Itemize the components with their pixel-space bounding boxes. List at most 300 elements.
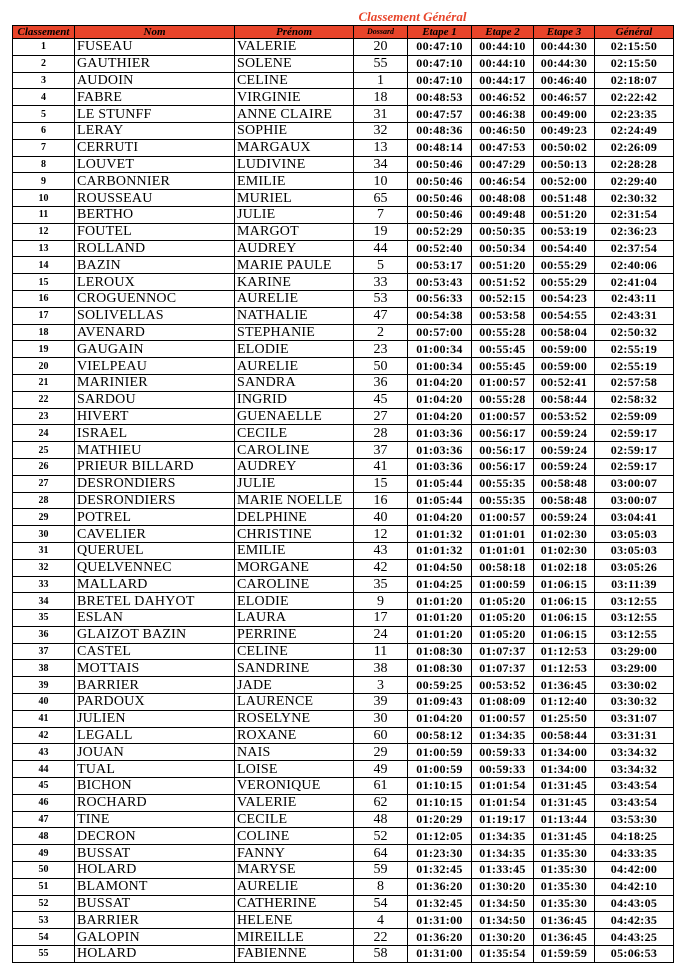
table-row <box>13 895 674 912</box>
etape-2-cell: 01:05:20 <box>472 626 534 643</box>
etape-1-cell: 01:00:34 <box>408 358 472 375</box>
etape-2-cell: 00:46:52 <box>472 89 534 106</box>
etape-3-cell: 01:06:15 <box>534 576 595 593</box>
etape-3-cell: 01:59:59 <box>534 946 595 963</box>
table-row <box>13 610 674 627</box>
etape-1-cell: 01:03:36 <box>408 442 472 459</box>
rank-cell: 34 <box>13 593 75 610</box>
rank-cell: 25 <box>13 442 75 459</box>
dossard-cell: 47 <box>354 307 408 324</box>
general-cell: 02:22:42 <box>595 89 674 106</box>
etape-3-cell: 01:35:30 <box>534 878 595 895</box>
etape-3-cell: 01:06:15 <box>534 626 595 643</box>
rank-cell: 50 <box>13 862 75 879</box>
dossard-cell: 8 <box>354 878 408 895</box>
dossard-cell: 11 <box>354 643 408 660</box>
etape-3-cell: 00:58:44 <box>534 727 595 744</box>
rank-cell: 14 <box>13 257 75 274</box>
etape-2-cell: 00:50:35 <box>472 223 534 240</box>
general-cell: 02:58:32 <box>595 391 674 408</box>
rank-cell: 43 <box>13 744 75 761</box>
nom-cell: DECRON <box>75 828 235 845</box>
table-row <box>13 526 674 543</box>
prenom-cell: LAURENCE <box>235 694 354 711</box>
etape-3-cell: 01:06:15 <box>534 610 595 627</box>
etape-1-cell: 01:31:00 <box>408 946 472 963</box>
prenom-cell: VALERIE <box>235 39 354 56</box>
nom-cell: BUSSAT <box>75 845 235 862</box>
table-row <box>13 794 674 811</box>
nom-cell: ESLAN <box>75 610 235 627</box>
nom-cell: BUSSAT <box>75 895 235 912</box>
general-cell: 02:28:28 <box>595 156 674 173</box>
etape-1-cell: 01:20:29 <box>408 811 472 828</box>
etape-1-cell: 01:04:20 <box>408 391 472 408</box>
prenom-cell: MIREILLE <box>235 929 354 946</box>
general-cell: 04:42:00 <box>595 862 674 879</box>
prenom-cell: AURELIE <box>235 878 354 895</box>
rank-cell: 36 <box>13 626 75 643</box>
prenom-cell: ROSELYNE <box>235 710 354 727</box>
rank-cell: 35 <box>13 610 75 627</box>
etape-1-cell: 01:01:20 <box>408 593 472 610</box>
table-row <box>13 660 674 677</box>
dossard-cell: 28 <box>354 425 408 442</box>
etape-1-cell: 01:08:30 <box>408 660 472 677</box>
etape-1-cell: 01:12:05 <box>408 828 472 845</box>
dossard-cell: 44 <box>354 240 408 257</box>
nom-cell: CROGUENNOC <box>75 290 235 307</box>
etape-2-cell: 00:44:10 <box>472 55 534 72</box>
dossard-cell: 12 <box>354 526 408 543</box>
table-row <box>13 828 674 845</box>
table-row <box>13 106 674 123</box>
etape-3-cell: 00:59:24 <box>534 425 595 442</box>
nom-cell: MATHIEU <box>75 442 235 459</box>
prenom-cell: EMILIE <box>235 173 354 190</box>
general-cell: 02:18:07 <box>595 72 674 89</box>
etape-1-cell: 01:00:34 <box>408 341 472 358</box>
rank-cell: 31 <box>13 542 75 559</box>
prenom-cell: COLINE <box>235 828 354 845</box>
prenom-cell: CELINE <box>235 72 354 89</box>
etape-1-cell: 01:32:45 <box>408 862 472 879</box>
prenom-cell: GUENAELLE <box>235 408 354 425</box>
table-row <box>13 408 674 425</box>
etape-2-cell: 00:49:48 <box>472 206 534 223</box>
dossard-cell: 33 <box>354 274 408 291</box>
general-cell: 03:05:26 <box>595 559 674 576</box>
nom-cell: SOLIVELLAS <box>75 307 235 324</box>
etape-3-cell: 00:59:24 <box>534 442 595 459</box>
table-row <box>13 946 674 963</box>
header-classement: Classement <box>13 26 75 39</box>
general-cell: 03:30:02 <box>595 677 674 694</box>
etape-3-cell: 01:31:45 <box>534 794 595 811</box>
dossard-cell: 29 <box>354 744 408 761</box>
etape-2-cell: 01:30:20 <box>472 878 534 895</box>
etape-2-cell: 00:59:33 <box>472 761 534 778</box>
dossard-cell: 54 <box>354 895 408 912</box>
general-cell: 02:36:23 <box>595 223 674 240</box>
table-row <box>13 358 674 375</box>
etape-3-cell: 01:31:45 <box>534 778 595 795</box>
etape-1-cell: 01:03:36 <box>408 425 472 442</box>
prenom-cell: VERONIQUE <box>235 778 354 795</box>
dossard-cell: 23 <box>354 341 408 358</box>
nom-cell: PRIEUR BILLARD <box>75 458 235 475</box>
etape-1-cell: 01:03:36 <box>408 458 472 475</box>
table-row <box>13 912 674 929</box>
table-row <box>13 240 674 257</box>
rank-cell: 16 <box>13 290 75 307</box>
nom-cell: LEROUX <box>75 274 235 291</box>
prenom-cell: JULIE <box>235 206 354 223</box>
table-row <box>13 223 674 240</box>
rank-cell: 41 <box>13 710 75 727</box>
table-row <box>13 475 674 492</box>
etape-1-cell: 00:57:00 <box>408 324 472 341</box>
general-cell: 02:30:32 <box>595 190 674 207</box>
rank-cell: 52 <box>13 895 75 912</box>
nom-cell: JOUAN <box>75 744 235 761</box>
prenom-cell: DELPHINE <box>235 509 354 526</box>
etape-1-cell: 00:50:46 <box>408 206 472 223</box>
table-row <box>13 677 674 694</box>
nom-cell: BARRIER <box>75 912 235 929</box>
etape-3-cell: 01:35:30 <box>534 845 595 862</box>
rank-cell: 15 <box>13 274 75 291</box>
etape-1-cell: 00:56:33 <box>408 290 472 307</box>
dossard-cell: 53 <box>354 290 408 307</box>
etape-2-cell: 00:50:34 <box>472 240 534 257</box>
general-cell: 04:18:25 <box>595 828 674 845</box>
rank-cell: 33 <box>13 576 75 593</box>
rank-cell: 37 <box>13 643 75 660</box>
table-row <box>13 425 674 442</box>
etape-1-cell: 01:04:20 <box>408 374 472 391</box>
prenom-cell: MARGAUX <box>235 139 354 156</box>
etape-3-cell: 00:53:19 <box>534 223 595 240</box>
prenom-cell: SANDRA <box>235 374 354 391</box>
header-row <box>13 26 674 39</box>
dossard-cell: 10 <box>354 173 408 190</box>
prenom-cell: CELINE <box>235 643 354 660</box>
general-cell: 05:06:53 <box>595 946 674 963</box>
nom-cell: FUSEAU <box>75 39 235 56</box>
nom-cell: CASTEL <box>75 643 235 660</box>
page-title: Classement Général <box>358 9 467 24</box>
dossard-cell: 13 <box>354 139 408 156</box>
etape-3-cell: 00:55:29 <box>534 274 595 291</box>
etape-1-cell: 00:47:10 <box>408 72 472 89</box>
general-cell: 02:57:58 <box>595 374 674 391</box>
general-cell: 04:33:35 <box>595 845 674 862</box>
prenom-cell: STEPHANIE <box>235 324 354 341</box>
table-row <box>13 845 674 862</box>
prenom-cell: INGRID <box>235 391 354 408</box>
prenom-cell: AUDREY <box>235 240 354 257</box>
etape-1-cell: 01:10:15 <box>408 778 472 795</box>
etape-1-cell: 01:10:15 <box>408 794 472 811</box>
dossard-cell: 32 <box>354 122 408 139</box>
etape-1-cell: 00:50:46 <box>408 173 472 190</box>
nom-cell: MOTTAIS <box>75 660 235 677</box>
prenom-cell: MARIE NOELLE <box>235 492 354 509</box>
etape-1-cell: 01:32:45 <box>408 895 472 912</box>
nom-cell: ROUSSEAU <box>75 190 235 207</box>
general-cell: 02:23:35 <box>595 106 674 123</box>
prenom-cell: JADE <box>235 677 354 694</box>
header-dossard: Dossard <box>354 26 408 39</box>
dossard-cell: 50 <box>354 358 408 375</box>
etape-1-cell: 01:00:59 <box>408 761 472 778</box>
etape-1-cell: 01:01:32 <box>408 526 472 543</box>
table-row <box>13 744 674 761</box>
table-row <box>13 257 674 274</box>
table-row <box>13 274 674 291</box>
nom-cell: MALLARD <box>75 576 235 593</box>
nom-cell: QUELVENNEC <box>75 559 235 576</box>
etape-2-cell: 01:01:01 <box>472 542 534 559</box>
prenom-cell: CATHERINE <box>235 895 354 912</box>
etape-2-cell: 00:51:52 <box>472 274 534 291</box>
rank-cell: 30 <box>13 526 75 543</box>
table-row <box>13 55 674 72</box>
etape-1-cell: 00:48:14 <box>408 139 472 156</box>
rank-cell: 17 <box>13 307 75 324</box>
header-etape-2: Etape 2 <box>472 26 534 39</box>
etape-3-cell: 01:02:18 <box>534 559 595 576</box>
general-cell: 03:12:55 <box>595 593 674 610</box>
etape-1-cell: 00:47:57 <box>408 106 472 123</box>
etape-2-cell: 01:08:09 <box>472 694 534 711</box>
dossard-cell: 17 <box>354 610 408 627</box>
etape-1-cell: 01:01:20 <box>408 610 472 627</box>
table-row <box>13 626 674 643</box>
general-cell: 02:55:19 <box>595 358 674 375</box>
etape-1-cell: 00:52:29 <box>408 223 472 240</box>
etape-1-cell: 01:04:50 <box>408 559 472 576</box>
dossard-cell: 9 <box>354 593 408 610</box>
dossard-cell: 30 <box>354 710 408 727</box>
rank-cell: 3 <box>13 72 75 89</box>
general-cell: 03:43:54 <box>595 778 674 795</box>
dossard-cell: 55 <box>354 55 408 72</box>
etape-1-cell: 00:53:17 <box>408 257 472 274</box>
general-cell: 03:05:03 <box>595 526 674 543</box>
etape-3-cell: 00:58:48 <box>534 475 595 492</box>
dossard-cell: 2 <box>354 324 408 341</box>
general-cell: 02:41:04 <box>595 274 674 291</box>
table-row <box>13 761 674 778</box>
prenom-cell: MARYSE <box>235 862 354 879</box>
dossard-cell: 35 <box>354 576 408 593</box>
rank-cell: 42 <box>13 727 75 744</box>
rank-cell: 38 <box>13 660 75 677</box>
etape-2-cell: 00:55:45 <box>472 341 534 358</box>
etape-2-cell: 00:46:54 <box>472 173 534 190</box>
etape-1-cell: 00:48:53 <box>408 89 472 106</box>
prenom-cell: MORGANE <box>235 559 354 576</box>
etape-3-cell: 00:55:29 <box>534 257 595 274</box>
dossard-cell: 5 <box>354 257 408 274</box>
general-cell: 03:29:00 <box>595 660 674 677</box>
rank-cell: 8 <box>13 156 75 173</box>
nom-cell: GAUTHIER <box>75 55 235 72</box>
prenom-cell: CAROLINE <box>235 442 354 459</box>
dossard-cell: 3 <box>354 677 408 694</box>
general-cell: 02:15:50 <box>595 55 674 72</box>
etape-1-cell: 00:50:46 <box>408 190 472 207</box>
etape-1-cell: 00:59:25 <box>408 677 472 694</box>
etape-3-cell: 01:12:40 <box>534 694 595 711</box>
table-row <box>13 39 674 56</box>
prenom-cell: CECILE <box>235 811 354 828</box>
table-row <box>13 442 674 459</box>
etape-3-cell: 01:12:53 <box>534 660 595 677</box>
nom-cell: HOLARD <box>75 946 235 963</box>
etape-3-cell: 00:53:52 <box>534 408 595 425</box>
rank-cell: 29 <box>13 509 75 526</box>
dossard-cell: 1 <box>354 72 408 89</box>
etape-3-cell: 00:58:48 <box>534 492 595 509</box>
dossard-cell: 4 <box>354 912 408 929</box>
general-cell: 03:05:03 <box>595 542 674 559</box>
nom-cell: MARINIER <box>75 374 235 391</box>
nom-cell: BAZIN <box>75 257 235 274</box>
nom-cell: PARDOUX <box>75 694 235 711</box>
etape-1-cell: 00:52:40 <box>408 240 472 257</box>
rank-cell: 6 <box>13 122 75 139</box>
etape-2-cell: 00:47:53 <box>472 139 534 156</box>
etape-1-cell: 00:58:12 <box>408 727 472 744</box>
nom-cell: ROCHARD <box>75 794 235 811</box>
rank-cell: 39 <box>13 677 75 694</box>
etape-2-cell: 01:34:35 <box>472 845 534 862</box>
etape-2-cell: 01:05:20 <box>472 593 534 610</box>
prenom-cell: SOLENE <box>235 55 354 72</box>
etape-1-cell: 01:08:30 <box>408 643 472 660</box>
table-row <box>13 206 674 223</box>
rank-cell: 24 <box>13 425 75 442</box>
dossard-cell: 24 <box>354 626 408 643</box>
dossard-cell: 37 <box>354 442 408 459</box>
rank-cell: 22 <box>13 391 75 408</box>
etape-3-cell: 00:49:23 <box>534 122 595 139</box>
etape-2-cell: 00:44:17 <box>472 72 534 89</box>
rank-cell: 19 <box>13 341 75 358</box>
prenom-cell: CECILE <box>235 425 354 442</box>
nom-cell: ISRAEL <box>75 425 235 442</box>
dossard-cell: 20 <box>354 39 408 56</box>
dossard-cell: 7 <box>354 206 408 223</box>
table-row <box>13 542 674 559</box>
rank-cell: 51 <box>13 878 75 895</box>
header-nom: Nom <box>75 26 235 39</box>
etape-3-cell: 00:52:41 <box>534 374 595 391</box>
prenom-cell: ELODIE <box>235 593 354 610</box>
prenom-cell: SOPHIE <box>235 122 354 139</box>
general-cell: 03:31:07 <box>595 710 674 727</box>
table-row <box>13 341 674 358</box>
etape-2-cell: 01:05:20 <box>472 610 534 627</box>
etape-2-cell: 01:00:57 <box>472 374 534 391</box>
prenom-cell: AURELIE <box>235 290 354 307</box>
nom-cell: CERRUTI <box>75 139 235 156</box>
nom-cell: BERTHO <box>75 206 235 223</box>
etape-2-cell: 00:55:45 <box>472 358 534 375</box>
etape-3-cell: 00:50:02 <box>534 139 595 156</box>
etape-2-cell: 00:56:17 <box>472 425 534 442</box>
dossard-cell: 18 <box>354 89 408 106</box>
etape-3-cell: 01:13:44 <box>534 811 595 828</box>
etape-2-cell: 00:44:10 <box>472 39 534 56</box>
etape-2-cell: 01:01:54 <box>472 778 534 795</box>
nom-cell: LOUVET <box>75 156 235 173</box>
nom-cell: JULIEN <box>75 710 235 727</box>
prenom-cell: MARGOT <box>235 223 354 240</box>
nom-cell: HIVERT <box>75 408 235 425</box>
dossard-cell: 31 <box>354 106 408 123</box>
table-row <box>13 593 674 610</box>
rank-cell: 48 <box>13 828 75 845</box>
etape-2-cell: 00:59:33 <box>472 744 534 761</box>
table-row <box>13 509 674 526</box>
table-row <box>13 576 674 593</box>
general-cell: 03:04:41 <box>595 509 674 526</box>
etape-2-cell: 00:55:35 <box>472 475 534 492</box>
prenom-cell: FANNY <box>235 845 354 862</box>
etape-3-cell: 00:59:24 <box>534 458 595 475</box>
dossard-cell: 58 <box>354 946 408 963</box>
etape-1-cell: 01:01:20 <box>408 626 472 643</box>
general-cell: 03:00:07 <box>595 492 674 509</box>
dossard-cell: 60 <box>354 727 408 744</box>
etape-1-cell: 01:09:43 <box>408 694 472 711</box>
rank-cell: 54 <box>13 929 75 946</box>
general-cell: 02:40:06 <box>595 257 674 274</box>
etape-3-cell: 00:59:00 <box>534 358 595 375</box>
etape-2-cell: 01:00:57 <box>472 710 534 727</box>
header-prenom: Prénom <box>235 26 354 39</box>
etape-3-cell: 01:25:50 <box>534 710 595 727</box>
header-etape-3: Etape 3 <box>534 26 595 39</box>
nom-cell: POTREL <box>75 509 235 526</box>
general-cell: 02:29:40 <box>595 173 674 190</box>
results-table <box>12 25 674 963</box>
etape-3-cell: 00:59:24 <box>534 509 595 526</box>
dossard-cell: 19 <box>354 223 408 240</box>
general-cell: 03:12:55 <box>595 626 674 643</box>
nom-cell: SARDOU <box>75 391 235 408</box>
etape-3-cell: 01:35:30 <box>534 895 595 912</box>
etape-2-cell: 00:55:28 <box>472 324 534 341</box>
general-cell: 02:59:17 <box>595 425 674 442</box>
nom-cell: GLAIZOT BAZIN <box>75 626 235 643</box>
prenom-cell: FABIENNE <box>235 946 354 963</box>
general-cell: 03:00:07 <box>595 475 674 492</box>
table-row <box>13 811 674 828</box>
prenom-cell: NAIS <box>235 744 354 761</box>
etape-3-cell: 00:50:13 <box>534 156 595 173</box>
general-cell: 02:15:50 <box>595 39 674 56</box>
prenom-cell: KARINE <box>235 274 354 291</box>
dossard-cell: 43 <box>354 542 408 559</box>
etape-3-cell: 00:46:57 <box>534 89 595 106</box>
etape-2-cell: 01:01:54 <box>472 794 534 811</box>
etape-1-cell: 01:36:20 <box>408 929 472 946</box>
